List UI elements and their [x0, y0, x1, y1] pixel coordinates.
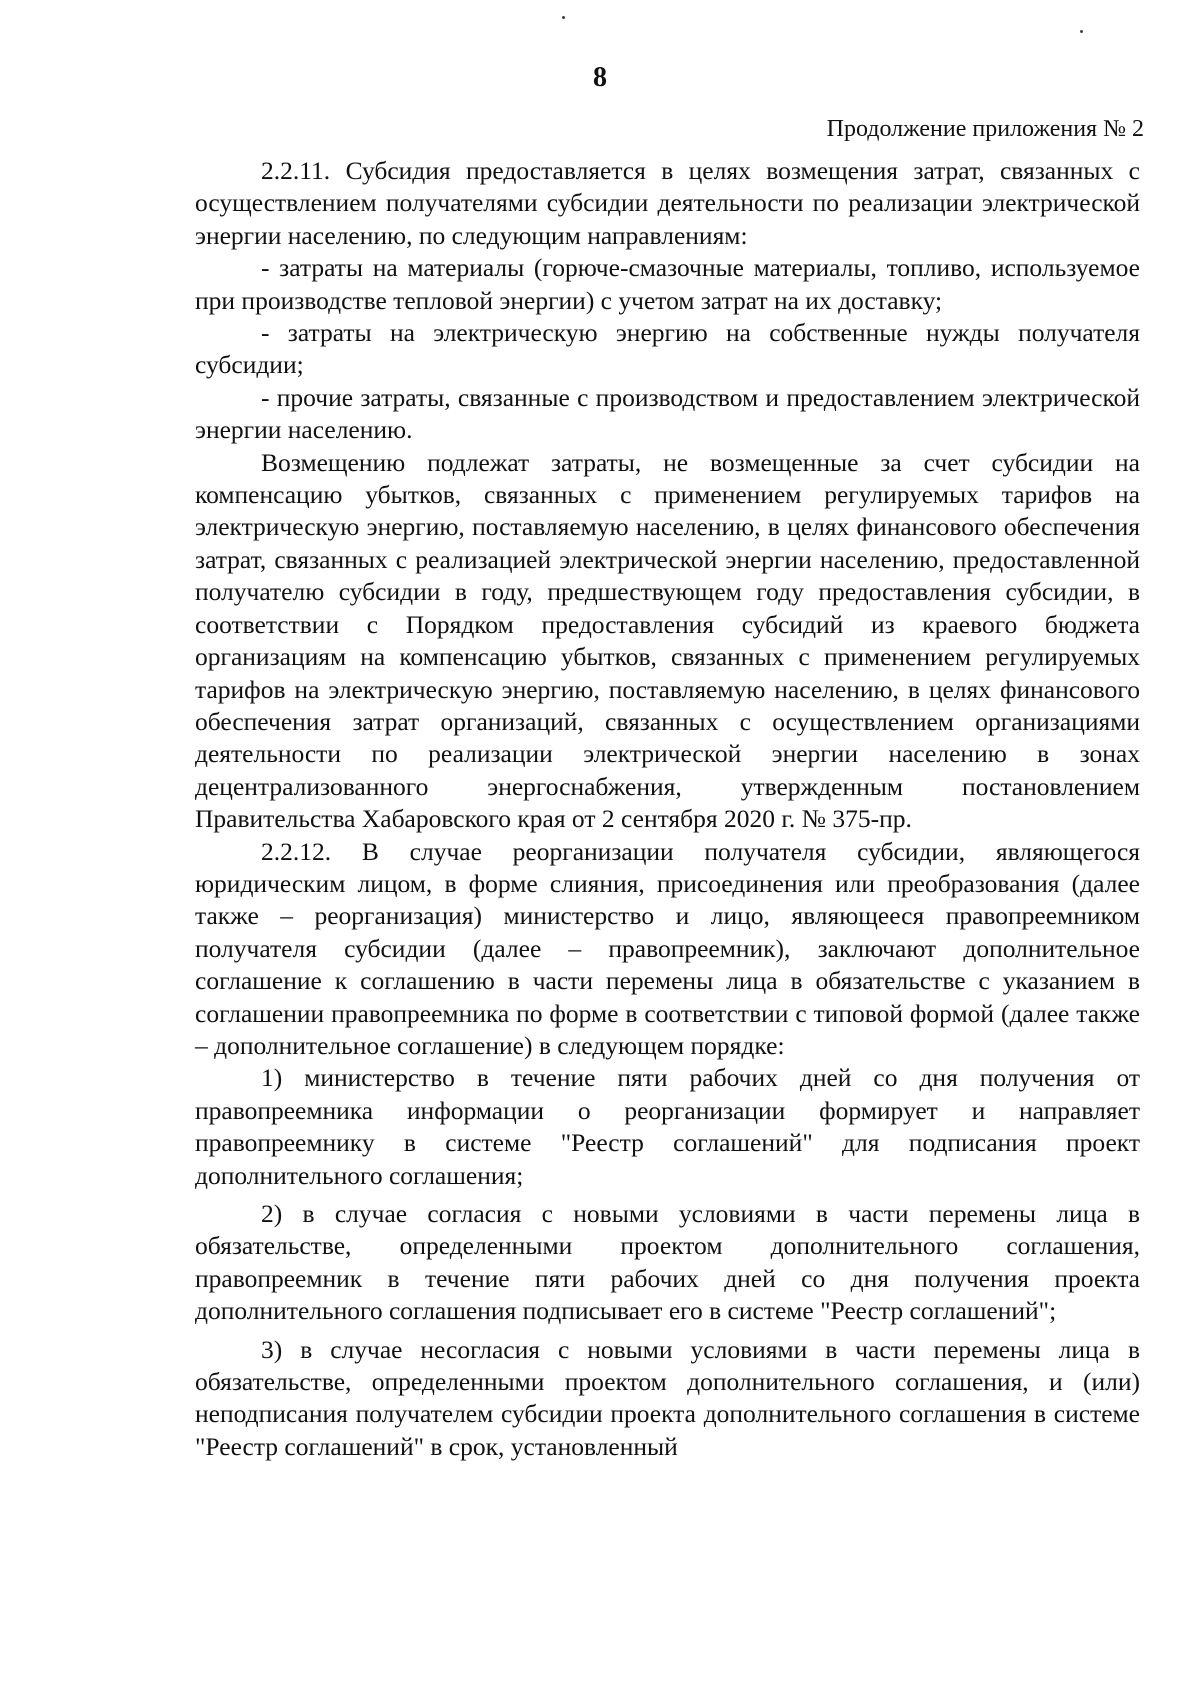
- paragraph-compensation: Возмещению подлежат затраты, не возмещенные за счет субсидии на компенсацию убытков, связанных с применением регулируемых тарифов на электрическую энергию, поставляемую населению, в целях финансового обеспечения затрат, связанных с реализацией электрической энергии населению, предоставленной получателю субсидии в году, предшествующем году предоставления субсидии, в соответствии с Порядком предоставления субсидий из краевого бюджета организациям на компенсацию убытков, связанных с применением регулируемых тарифов на электрическую энергию, поставляемую населению, в целях финансового обеспечения затрат организаций, связанных с осуществлением организациями деятельности по реализации электрической энергии населению в зонах децентрализованного энергоснабжения, утвержденным постановлением Правительства Хабаровского края от 2 сентября 2020 г. № 375-пр.: [195, 447, 1140, 834]
- paragraph-list-item: 2) в случае согласия с новыми условиями в части перемены лица в обязательстве, определенными проектом дополнительного соглашения, правопреемник в течение пяти рабочих дней со дня получения проекта дополнительного соглашения подписывает его в системе "Реестр соглашений";: [195, 1199, 1140, 1326]
- paragraph-2-2-11: 2.2.11. Субсидия предоставляется в целях возмещения затрат, связанных с осуществлением получателями субсидии деятельности по реализации электрической энергии населению, по следующим направлениям:: [195, 156, 1140, 250]
- paragraph-list-item: - прочие затраты, связанные с производством и предоставлением электрической энергии населению.: [195, 382, 1140, 445]
- paragraph-list-item: 1) министерство в течение пяти рабочих дней со дня получения от правопреемника информации о реорганизации формирует и направляет правопреемнику в системе "Реестр соглашений" для подписания проект дополнительного соглашения;: [195, 1063, 1140, 1190]
- page-number: 8: [593, 62, 607, 93]
- document-body: [195, 155, 1140, 1463]
- scan-speck: [1080, 30, 1083, 33]
- paragraph-list-item: 3) в случае несогласия с новыми условиями в части перемены лица в обязательстве, определенными проектом дополнительного соглашения, и (или) неподписания получателем субсидии проекта дополнительного соглашения в системе "Реестр соглашений" в срок, установленный: [195, 1334, 1140, 1461]
- paragraph-list-item: - затраты на электрическую энергию на собственные нужды получателя субсидии;: [195, 318, 1140, 380]
- scan-speck: [562, 16, 565, 19]
- paragraph-list-item: - затраты на материалы (горюче-смазочные материалы, топливо, используемое при производстве тепловой энергии) с учетом затрат на их доставку;: [195, 253, 1140, 315]
- appendix-continuation-label: Продолжение приложения № 2: [826, 116, 1144, 142]
- paragraph-2-2-12: 2.2.12. В случае реорганизации получателя субсидии, являющегося юридическим лицом, в форме слияния, присоединения или преобразования (далее также – реорганизация) министерство и лицо, являющееся правопреемником получателя субсидии (далее – правопреемник), заключают дополнительное соглашение к соглашению в части перемены лица в обязательстве с указанием в соглашении правопреемника по форме в соответствии с типовой формой (далее также – дополнительное соглашение) в следующем порядке:: [195, 836, 1140, 1060]
